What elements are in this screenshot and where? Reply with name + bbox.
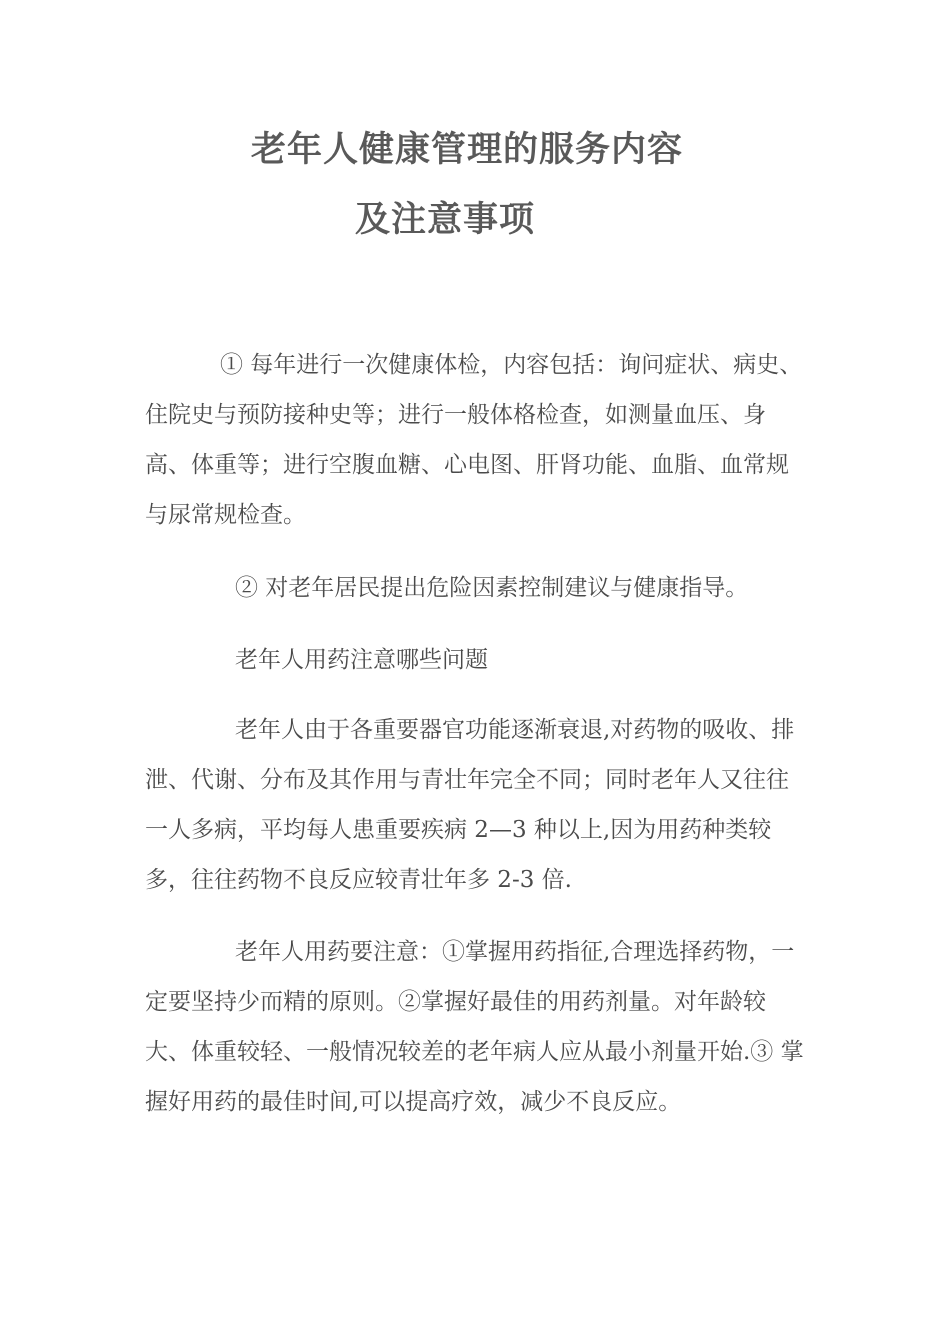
paragraph-medication-notes: 老年人用药要注意：①掌握用药指征,合理选择药物，一定要坚持少而精的原则。②掌握好最佳的用药剂量。对年龄较大、体重较轻、一般情况较差的老年病人应从最小剂量开始.③ 掌握好用药的最佳时间,可以提高疗效，减少不良反应。 — [145, 939, 804, 1115]
document-title-line-2: 及注意事项 — [354, 199, 535, 240]
paragraph-guidance: ② 对老年居民提出危险因素控制建议与健康指导。 — [235, 575, 749, 601]
paragraph-medication-background: 老年人由于各重要器官功能逐渐衰退,对药物的吸收、排泄、代谢、分布及其作用与青壮年完全不同；同时老年人又往往一人多病，平均每人患重要疾病 2—3 种以上,因为用药种类较多，往往药物不良反应较青壮年多 2-3 倍. — [145, 717, 795, 893]
paragraph-health-checkup: ① 每年进行一次健康体检，内容包括：询问症状、病史、住院史与预防接种史等；进行一般体格检查，如测量血压、身高、体重等；进行空腹血糖、心电图、肝肾功能、血脂、血常规与尿常规检查。 — [145, 352, 803, 528]
section-heading-medication: 老年人用药注意哪些问题 — [235, 647, 488, 673]
document-title-line-1: 老年人健康管理的服务内容 — [250, 129, 683, 170]
